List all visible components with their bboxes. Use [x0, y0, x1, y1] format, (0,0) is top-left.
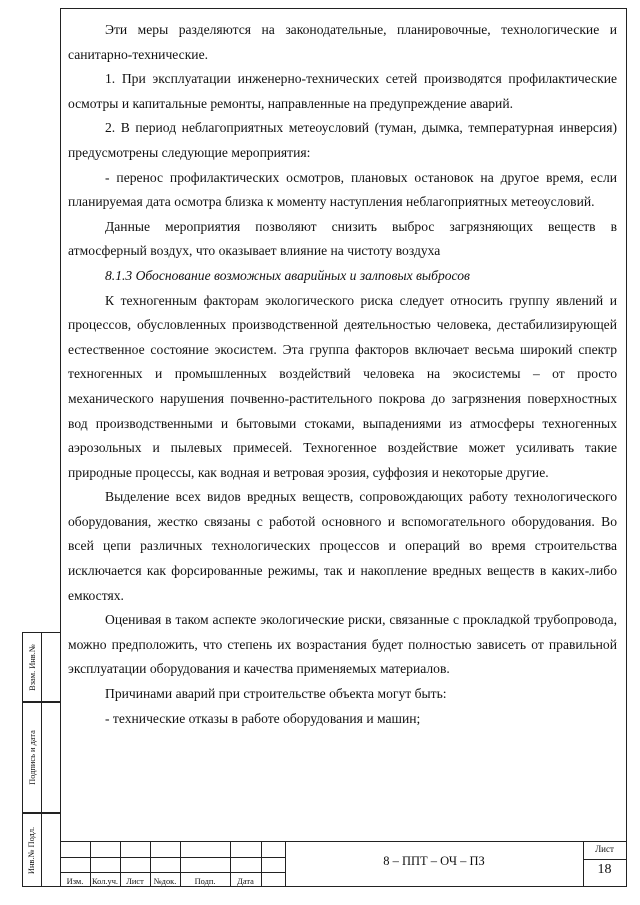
sheet-caption: Лист: [595, 844, 614, 854]
binding-strip-vzam: [22, 632, 60, 702]
col-data-label: Дата: [237, 877, 254, 886]
col-podp-label: Подп.: [194, 877, 216, 886]
col-list-label: Лист: [126, 877, 144, 886]
document-body: [68, 18, 617, 731]
title-block: [60, 841, 627, 887]
label-vzam-inv: Взам. Инв.№: [27, 643, 37, 691]
paragraph: - перенос профилактических осмотров, плановых остановок на другое время, если планируемая дата осмотра близка к моменту наступления неблагоприятных метеоусловий.: [68, 169, 617, 210]
binding-strip-inv: [22, 813, 60, 887]
paragraph: Оценивая в таком аспекте экологические риски, связанные с прокладкой трубопровода, можно предположить, что степень их возрастания будет полностью зависеть от правильной эксплуатации оборудования и качества применяемых материалов.: [68, 612, 617, 677]
binding-strip-podpis: [22, 702, 60, 813]
paragraph: Причинами аварий при строительстве объекта могут быть:: [105, 686, 447, 702]
paragraph: Данные мероприятия позволяют снизить выброс загрязняющих веществ в атмосферный воздух, что оказывает влияние на чистоту воздуха: [68, 218, 617, 259]
label-podpis-data: Подпись и дата: [27, 730, 37, 785]
col-ndok-label: №док.: [153, 877, 177, 886]
paragraph: 2. В период неблагоприятных метеоусловий (туман, дымка, температурная инверсия) предусмотрены следующие мероприятия:: [68, 120, 617, 160]
paragraph: Выделение всех видов вредных веществ, сопровождающих работу технологического оборудования, жестко связаны с работой основного и вспомогательного оборудования. Во всей цепи различных технологических процессов и операций во время строительства исключается как форсированные режимы, так и накопление вредных веществ в каких-либо емкостях.: [68, 489, 617, 603]
label-inv-podl: Инв.№ Подл.: [27, 826, 37, 874]
section-heading: 8.1.3 Обоснование возможных аварийных и залповых выбросов: [105, 267, 470, 283]
col-izm-label: Изм.: [66, 877, 84, 886]
paragraph: - технические отказы в работе оборудования и машин;: [105, 710, 421, 726]
paragraph: 1. При эксплуатации инженерно-технических сетей производятся профилактические осмотры и капитальные ремонты, направленные на предупреждение аварий.: [68, 71, 617, 111]
paragraph: К техногенным факторам экологического риска следует относить группу явлений и процессов, обусловленных производственной деятельностью человека, дестабилизирующей естественное состояние экосистем. Эта группа факторов включает весьма широкий спектр техногенных и промышленных воздействий человека на экосистемы – от просто механического нарушения почвенно-растительного покрова до загрязнения поверхностных вод производственными и бытовыми стоками, выпадениями из атмосферы техногенных аэрозольных и пылевых примесей. Техногенное воздействие может усиливать такие природные процессы, как водная и ветровая эрозия, суффозия и некоторые другие.: [68, 292, 617, 480]
document-code: 8 – ППТ – ОЧ – ПЗ: [383, 854, 485, 868]
sheet-number: 18: [597, 862, 612, 877]
col-kol-label: Кол.уч.: [91, 877, 118, 886]
paragraph: Эти меры разделяются на законодательные, планировочные, технологические и санитарно-технические.: [68, 22, 617, 62]
